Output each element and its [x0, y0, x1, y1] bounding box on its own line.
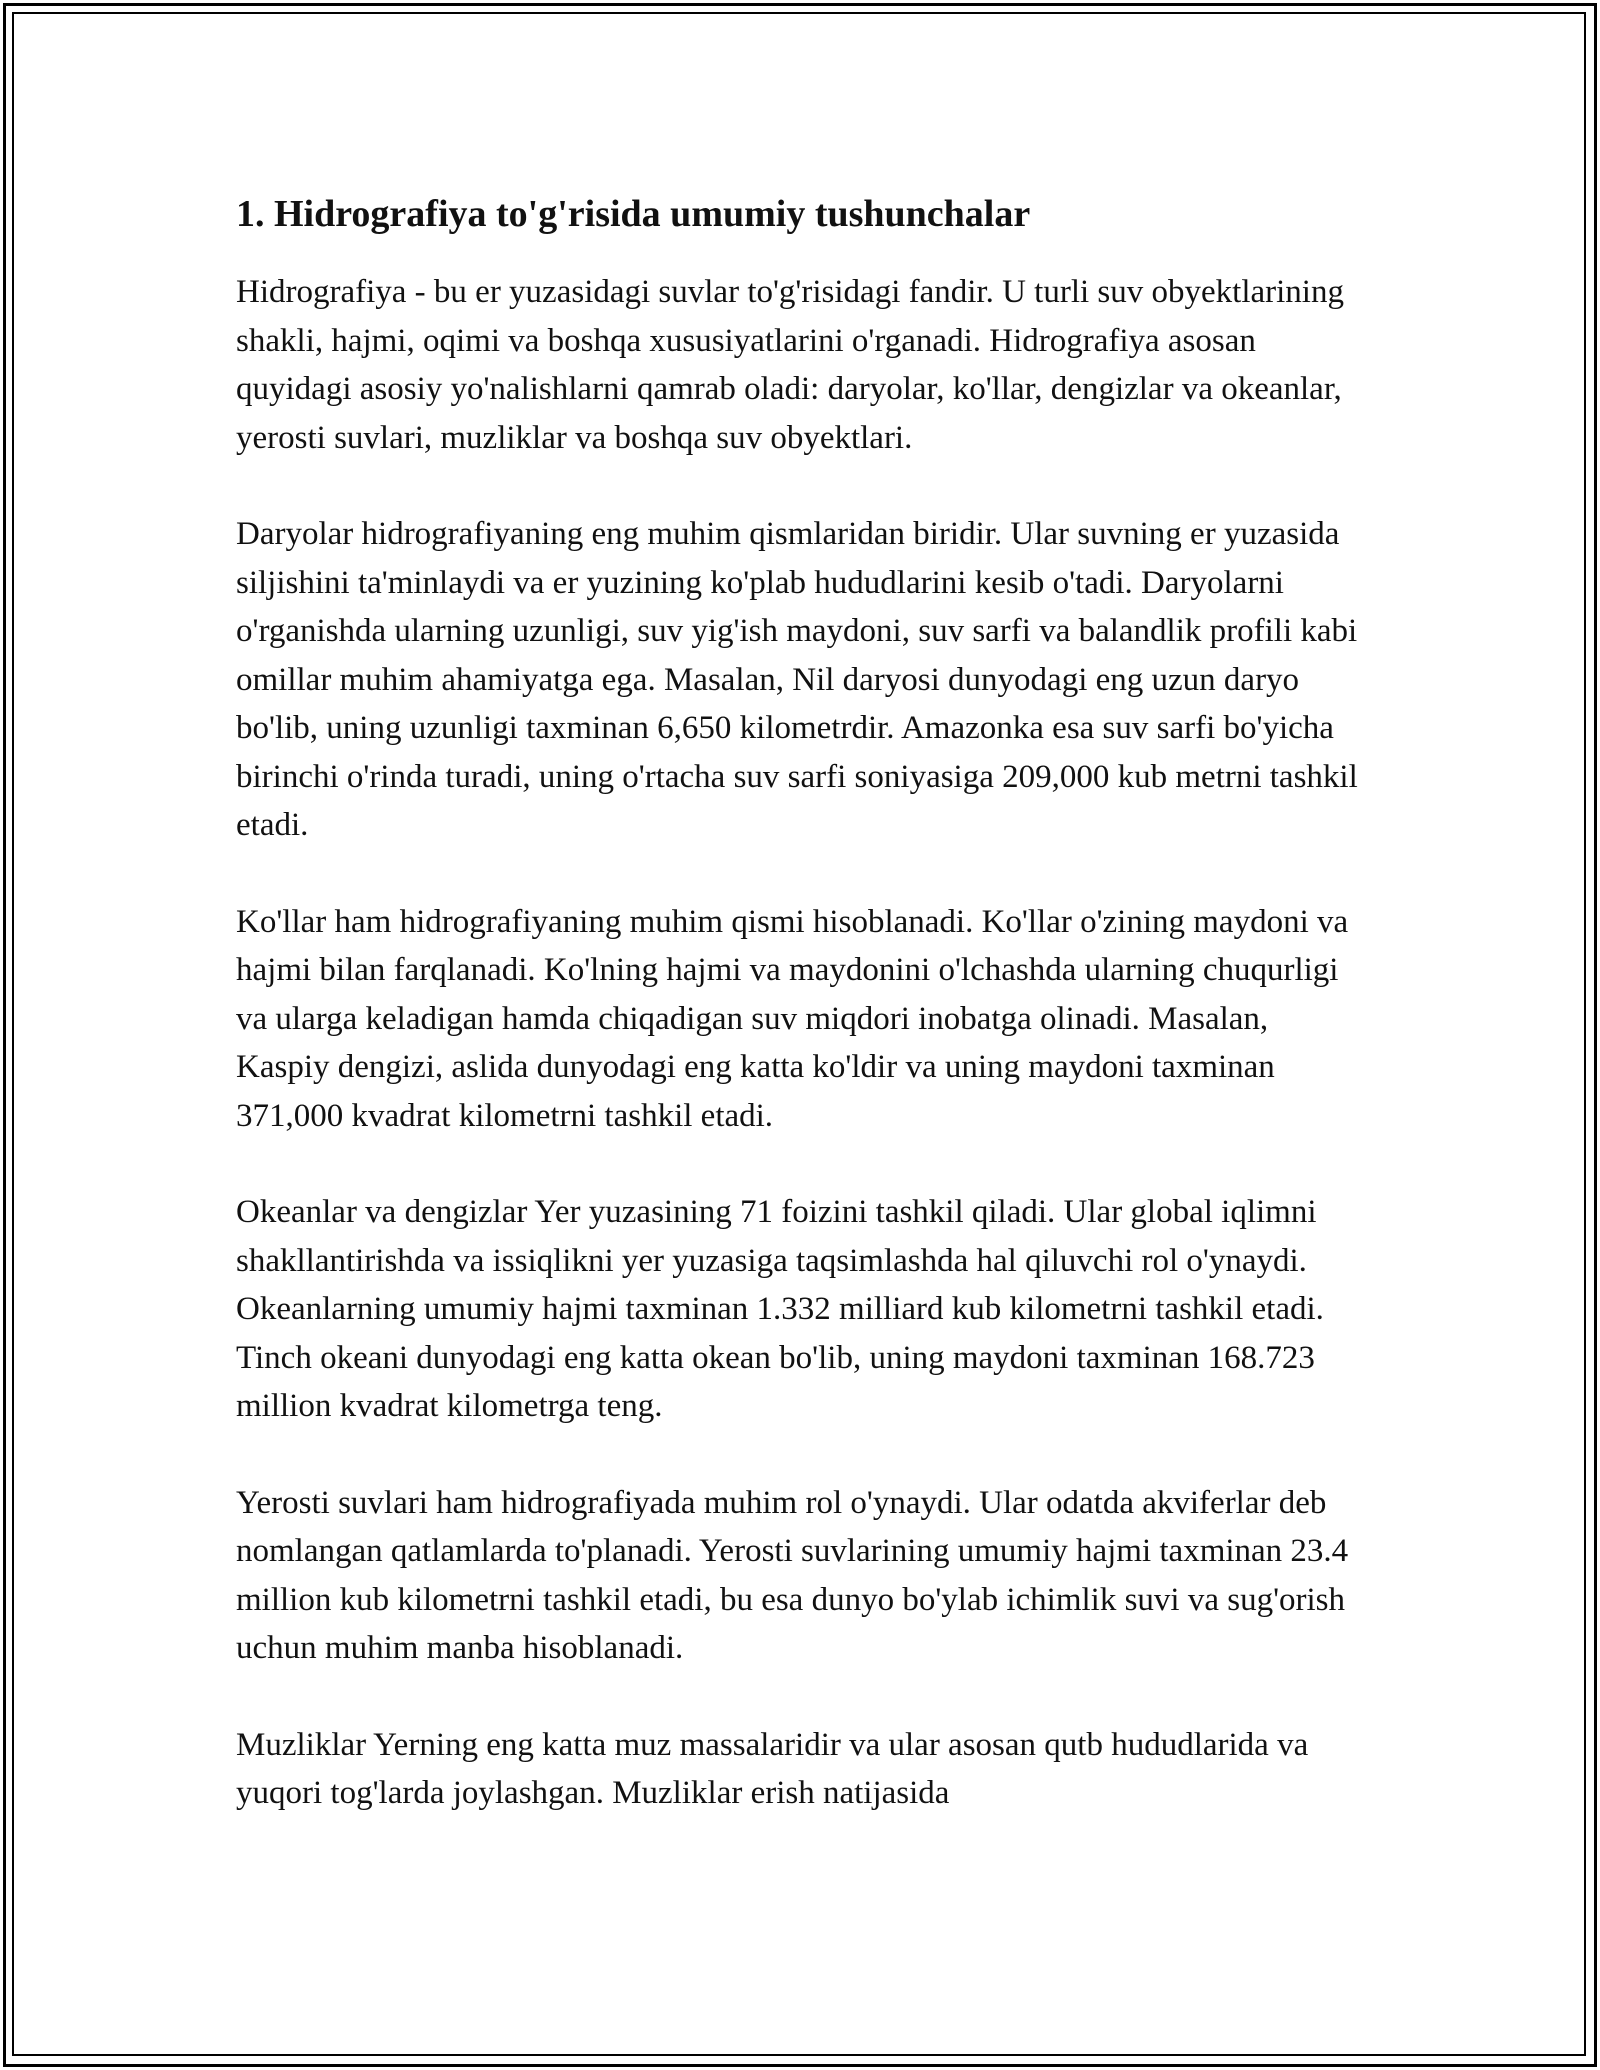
paragraph-hydrography-intro: Hidrografiya - bu er yuzasidagi suvlar to'g'risidagi fandir. U turli suv obyektlarining shakli, hajmi, oqimi va boshqa xususiyatlarini o'rganadi. Hidrografiya asosan quyidagi asosiy yo'nalishlarni qamrab oladi: daryolar, ko'llar, dengizlar va okeanlar, yerosti suvlari, muzliklar va boshqa suv obyektlari.: [236, 274, 1344, 456]
paragraph-oceans: Okeanlar va dengizlar Yer yuzasining 71 foizini tashkil qiladi. Ular global iqlimni shakllantirishda va issiqlikni yer yuzasiga taqsimlashda hal qiluvchi rol o'ynaydi. Okeanlarning umumiy hajmi taxminan 1.332 milliard kub kilometrni tashkil etadi. Tinch okeani dunyodagi eng katta okean bo'lib, uning maydoni taxminan 168.723 million kvadrat kilometrga teng.: [236, 1194, 1324, 1424]
paragraph-rivers: Daryolar hidrografiyaning eng muhim qismlaridan biridir. Ular suvning er yuzasida siljishini ta'minlaydi va er yuzining ko'plab hududlarini kesib o'tadi. Daryolarni o'rganishda ularning uzunligi, suv yig'ish maydoni, suv sarfi va balandlik profili kabi omillar muhim ahamiyatga ega. Masalan, Nil daryosi dunyodagi eng uzun daryo bo'lib, uning uzunligi taxminan 6,650 kilometrdir. Amazonka esa suv sarfi bo'yicha birinchi o'rinda turadi, uning o'rtacha suv sarfi soniyasiga 209,000 kub metrni tashkil etadi.: [236, 516, 1358, 843]
paragraph-glaciers: Muzliklar Yerning eng katta muz massalaridir va ular asosan qutb hududlarida va yuqori tog'larda joylashgan. Muzliklar erish natijasida: [236, 1726, 1309, 1811]
document-body: [236, 182, 1366, 1866]
section-title: 1. Hidrografiya to'g'risida umumiy tushunchalar: [236, 193, 1031, 235]
paragraph-groundwater: Yerosti suvlari ham hidrografiyada muhim rol o'ynaydi. Ular odatda akviferlar deb nomlangan qatlamlarda to'planadi. Yerosti suvlarining umumiy hajmi taxminan 23.4 million kub kilometrni tashkil etadi, bu esa dunyo bo'ylab ichimlik suvi va sug'orish uchun muhim manba hisoblanadi.: [236, 1484, 1349, 1666]
paragraph-lakes: Ko'llar ham hidrografiyaning muhim qismi hisoblanadi. Ko'llar o'zining maydoni va hajmi bilan farqlanadi. Ko'lning hajmi va maydonini o'lchashda ularning chuqurligi va ularga keladigan hamda chiqadigan suv miqdori inobatga olinadi. Masalan, Kaspiy dengizi, aslida dunyodagi eng katta ko'ldir va uning maydoni taxminan 371,000 kvadrat kilometrni tashkil etadi.: [236, 903, 1349, 1134]
